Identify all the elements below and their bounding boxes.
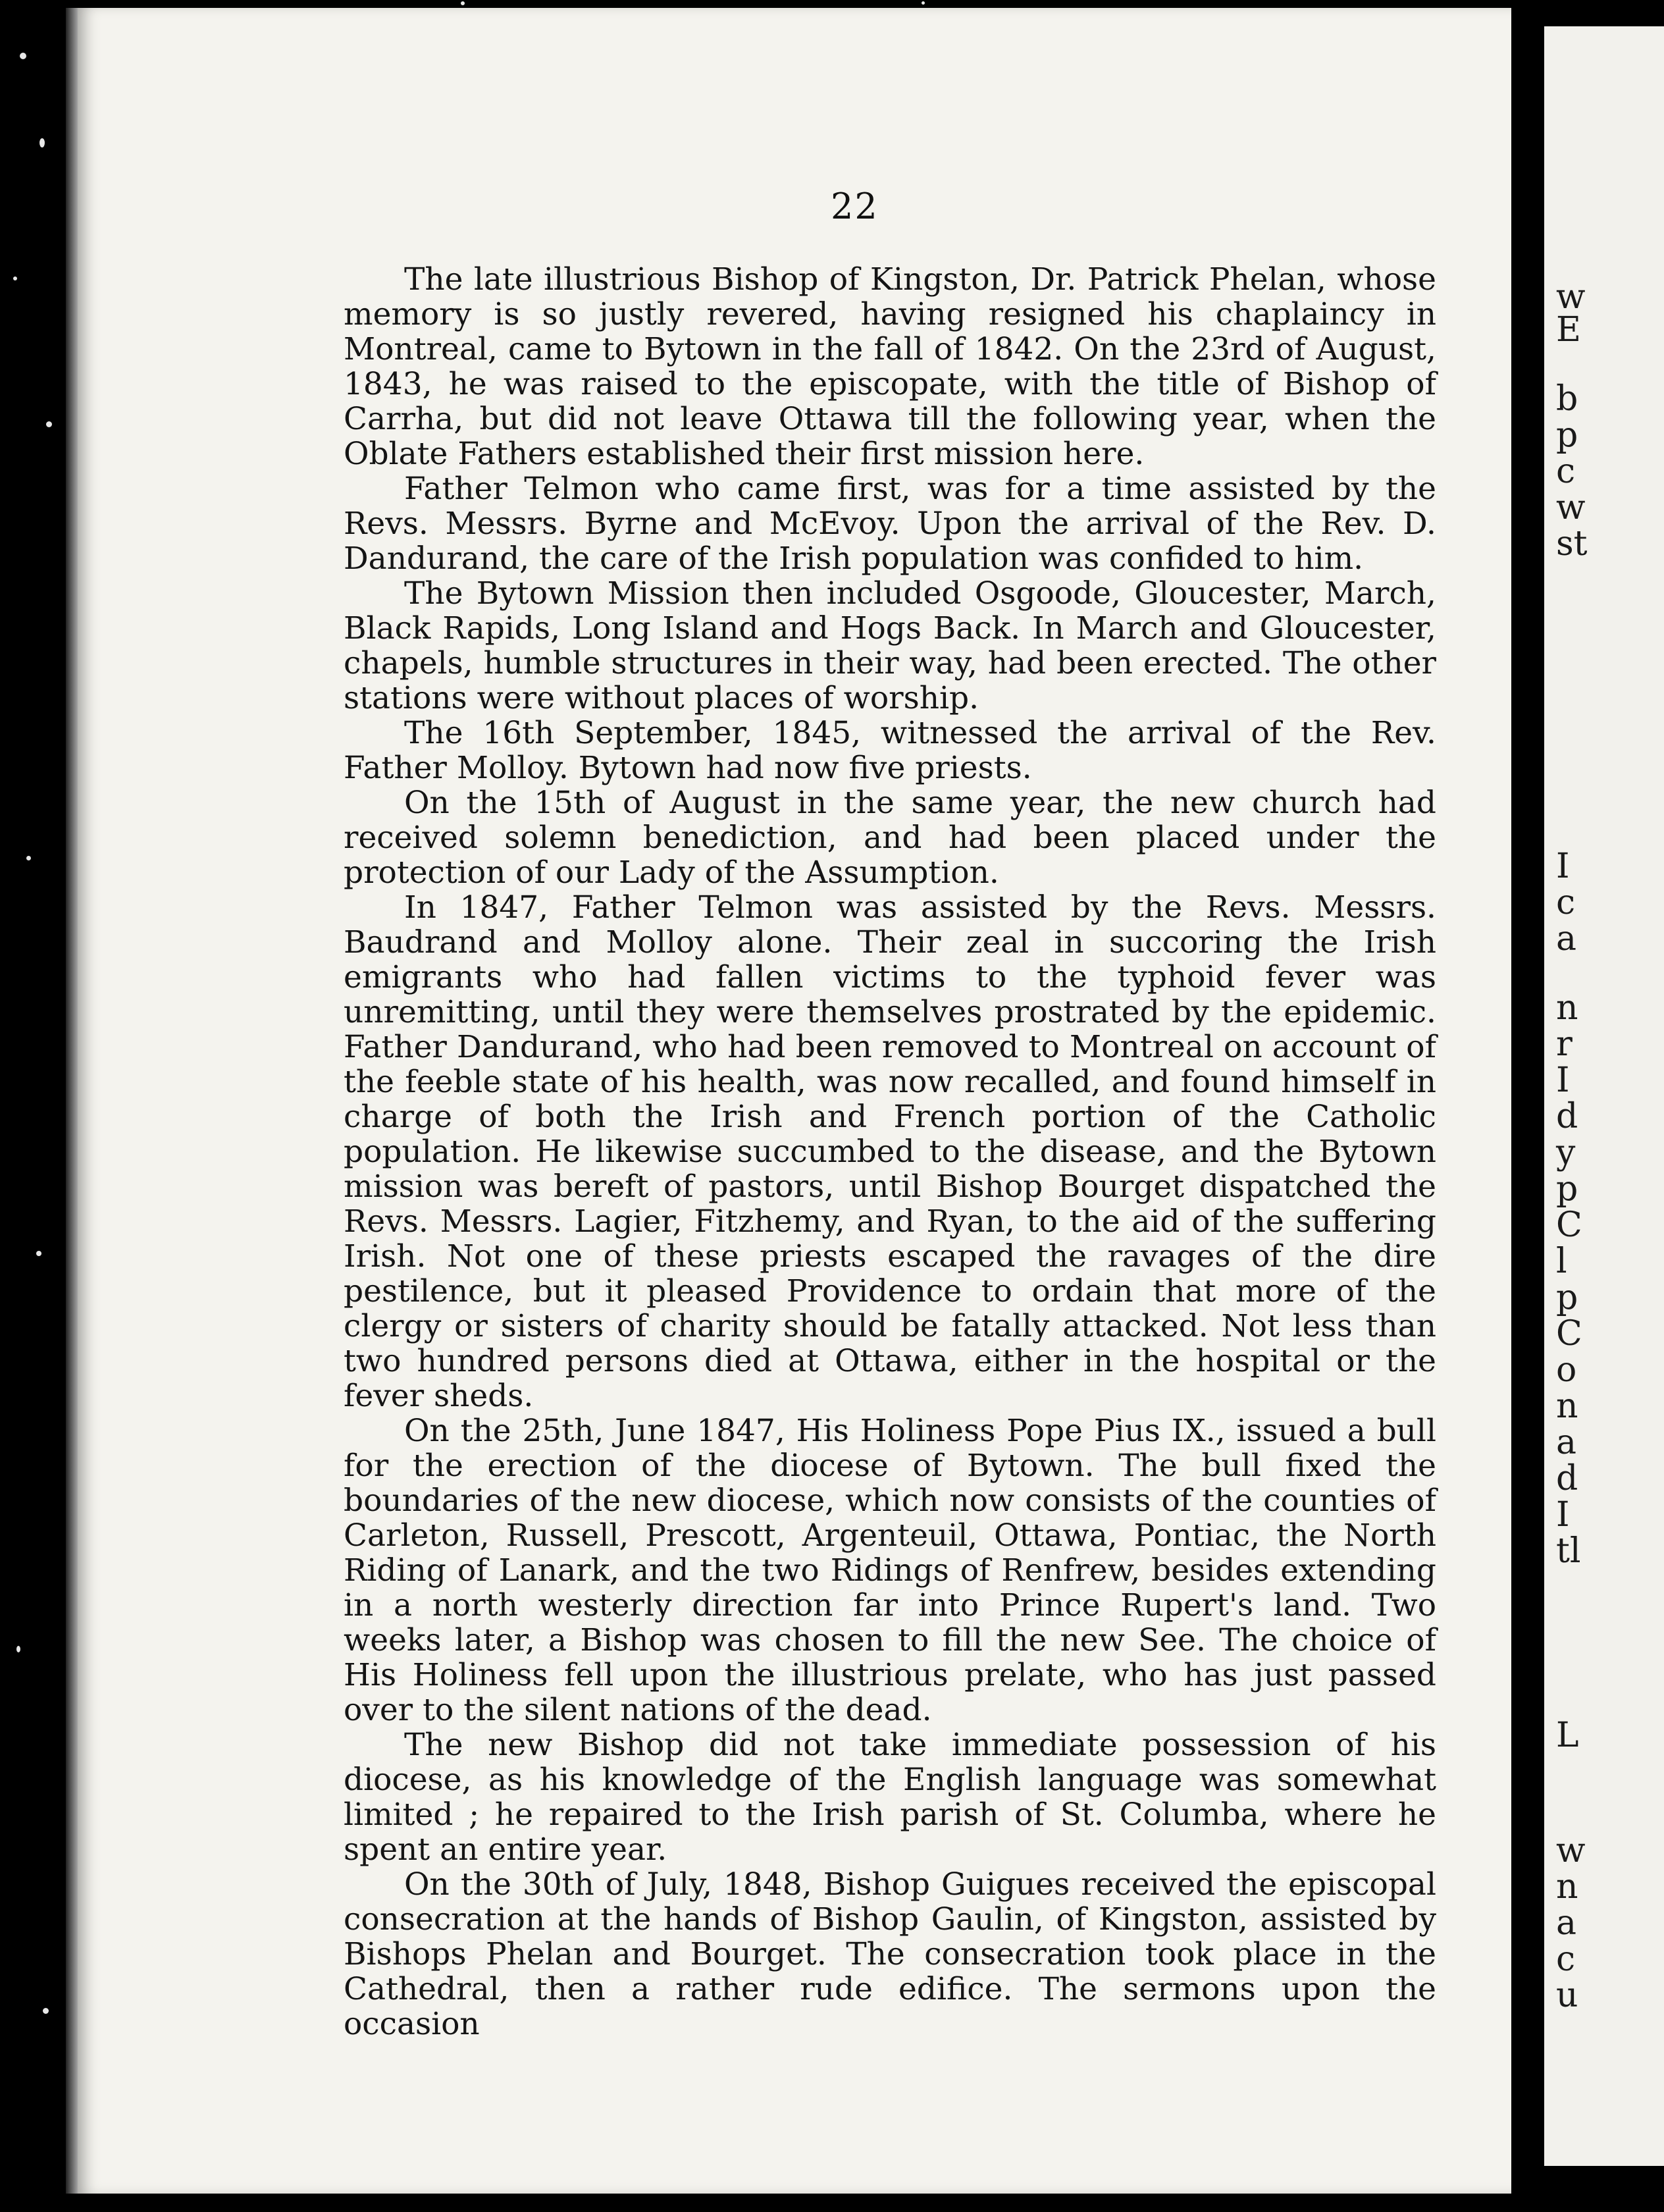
next-page-fragment: b <box>1556 379 1578 419</box>
next-page-fragment: L <box>1556 1716 1579 1755</box>
scan-speck <box>26 856 31 860</box>
next-page-fragment: u <box>1556 1976 1578 2015</box>
paragraph: The new Bishop did not take immediate possession of his diocese, as his knowledge of the English language was somewhat limited ; he repaired to the Irish parish of St. Columba, where he spent an entire year. <box>344 1727 1436 1868</box>
next-page-fragment: tl <box>1556 1531 1581 1571</box>
next-page-fragment: r <box>1556 1024 1573 1064</box>
next-page-fragment: C <box>1556 1314 1582 1354</box>
next-page-fragment: st <box>1556 524 1588 564</box>
next-page-fragment: n <box>1556 1867 1578 1907</box>
next-page-fragment: w <box>1556 488 1586 527</box>
next-page-fragment: l <box>1556 1242 1567 1281</box>
next-page-fragment: a <box>1556 919 1577 959</box>
scan-speck <box>16 1646 20 1652</box>
paragraph: Father Telmon who came first, was for a time assisted by the Revs. Messrs. Byrne and McEvoy. Upon the arrival of the Rev. D. Dandurand, the care of the Irish population was confided to him. <box>344 471 1436 577</box>
next-page-fragment: E <box>1556 310 1581 350</box>
paragraph: The 16th September, 1845, witnessed the arrival of the Rev. Father Molloy. Bytown had now five priests. <box>344 715 1436 786</box>
next-page-fragment: o <box>1556 1350 1577 1390</box>
next-page-fragment: a <box>1556 1903 1577 1943</box>
scan-speck <box>43 2008 49 2014</box>
next-page-fragment: w <box>1556 1831 1586 1870</box>
next-page-fragment: C <box>1556 1205 1582 1245</box>
next-page-fragment: d <box>1556 1097 1578 1136</box>
next-page-fragment: n <box>1556 1386 1578 1426</box>
next-page-fragment: a <box>1556 1423 1577 1462</box>
next-page-fragment: c <box>1556 452 1576 491</box>
paragraph: In 1847, Father Telmon was assisted by the Revs. Messrs. Baudrand and Molloy alone. Their zeal in succoring the Irish emigrants who had fallen victims to the typhoid fever was unremitting, until they were themselves prostrated by the epidemic. Father Dandurand, who had been removed to Montreal on account of the feeble state of his health, was now recalled, and found himself in charge of both the Irish and French portion of the Catholic population. He likewise succumbed to the disease, and the Bytown mission was bereft of pastors, until Bishop Bourget dispatched the Revs. Messrs. Lagier, Fitzhemy, and Ryan, to the aid of the suffering Irish. Not one of these priests escaped the ravages of the dire pestilence, but it pleased Providence to ordain that more of the clergy or sisters of charity should be fatally attacked. Not less than two hundred persons died at Ottawa, either in the hospital or the fever sheds. <box>344 889 1436 1414</box>
page-body <box>344 262 1436 2041</box>
next-page-fragment: w <box>1556 277 1586 317</box>
next-page-fragment: c <box>1556 883 1576 922</box>
next-page-fragment: I <box>1556 847 1570 886</box>
next-page-fragment: p <box>1556 415 1578 455</box>
paragraph: On the 30th of July, 1848, Bishop Guigues received the episcopal consecration at the hands of Bishop Gaulin, of Kingston, assisted by Bishops Phelan and Bourget. The consecration took place in the Cathedral, then a rather rude edifice. The sermons upon the occasion <box>344 1866 1436 2042</box>
scan-speck <box>46 421 52 427</box>
scan-speck <box>461 1 465 5</box>
scan-speck <box>20 53 26 59</box>
next-page-fragment: I <box>1556 1495 1570 1535</box>
paragraph: The late illustrious Bishop of Kingston, Dr. Patrick Phelan, whose memory is so justly revered, having resigned his chaplaincy in Montreal, came to Bytown in the fall of 1842. On the 23rd of August, 1843, he was raised to the episcopate, with the title of Bishop of Carrha, but did not leave Ottawa till the following year, when the Oblate Fathers established their first mission here. <box>344 261 1436 472</box>
scan-speck <box>36 1251 41 1256</box>
scan-speck <box>13 276 17 280</box>
next-page-fragment: p <box>1556 1278 1578 1317</box>
scan-speck <box>922 1 925 5</box>
next-page-fragment: p <box>1556 1169 1578 1209</box>
page-number: 22 <box>831 186 879 227</box>
paragraph: On the 25th, June 1847, His Holiness Pope Pius IX., issued a bull for the erection of the diocese of Bytown. The bull fixed the boundaries of the new diocese, which now consists of the counties of Carleton, Russell, Prescott, Argenteuil, Ottawa, Pontiac, the North Riding of Lanark, and the two Ridings of Renfrew, besides extending in a north westerly direction far into Prince Rupert's land. Two weeks later, a Bishop was chosen to fill the new See. The choice of His Holiness fell upon the illustrious prelate, who has just passed over to the silent nations of the dead. <box>344 1413 1436 1728</box>
scan-speck <box>39 138 45 147</box>
paragraph: On the 15th of August in the same year, the new church had received solemn benediction, and had been placed under the protection of our Lady of the Assumption. <box>344 785 1436 891</box>
next-page-fragment: I <box>1556 1061 1570 1100</box>
next-page-fragment: y <box>1556 1133 1576 1172</box>
paragraph: The Bytown Mission then included Osgoode, Gloucester, March, Black Rapids, Long Island and Hogs Back. In March and Gloucester, chapels, humble structures in their way, had been erected. The other stations were without places of worship. <box>344 575 1436 716</box>
next-page-fragment: n <box>1556 988 1578 1028</box>
adjacent-page-edge <box>1544 26 1664 2166</box>
next-page-fragment: c <box>1556 1939 1576 1979</box>
next-page-fragment: d <box>1556 1459 1578 1498</box>
page-gutter <box>1511 0 1544 2212</box>
